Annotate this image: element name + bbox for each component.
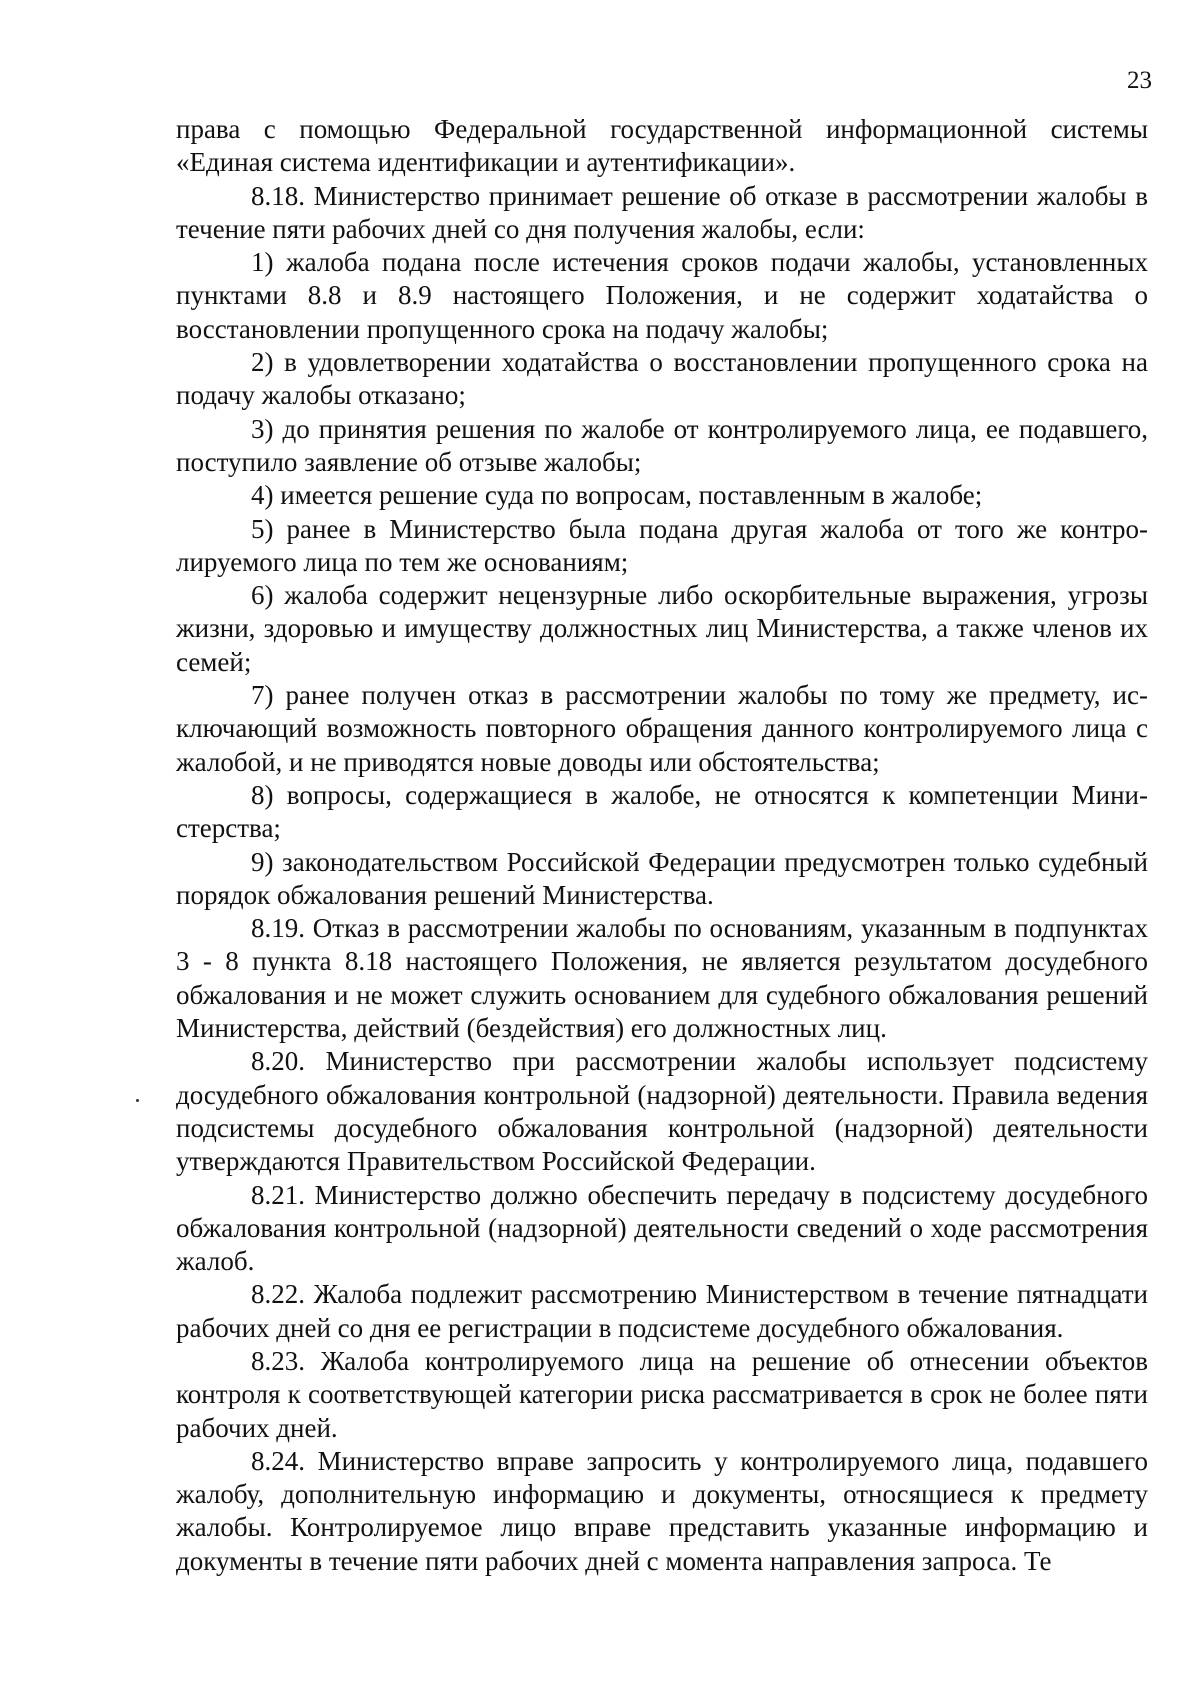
paragraph-8-21: 8.21. Министерство должно обеспечить передачу в подсистему досудебного обжалования контрольной (надзорной) деятельности сведений о ходе рассмотрения жалоб. (176, 1179, 1148, 1277)
document-body (176, 113, 1148, 1578)
list-item-4: 4) имеется решение суда по вопросам, поставленным в жалобе; (251, 480, 983, 511)
paragraph-continuation: права с помощью Федеральной государственной информационной системы «Единая система идентификации и аутентификации». (176, 114, 1148, 178)
paragraph-8-19: 8.19. Отказ в рассмотрении жалобы по основаниям, указанным в подпунктах 3 - 8 пункта 8.18 настоящего Положения, не является результатом досудебного обжалования и не может служить основанием для судебного обжалования решений Министерства, действий (бездействия) его должностных лиц. (176, 913, 1148, 1044)
paragraph-8-24: 8.24. Министерство вправе запросить у контролируемого лица, подавшего жалобу, дополнительную информацию и документы, относящиеся к предмету жалобы. Контролируемое лицо вправе представить указанные информацию и документы в течение пяти рабочих дней с момента направления запроса. Те (176, 1445, 1148, 1576)
list-item-3: 3) до принятия решения по жалобе от контролируемого лица, ее подавшего, поступило заявление об отзыве жалобы; (176, 413, 1148, 477)
paragraph-8-22: 8.22. Жалоба подлежит рассмотрению Министерством в течение пятнадцати рабочих дней со дня ее регистрации в подсистеме досудебного обжалования. (176, 1279, 1148, 1343)
list-item-7: 7) ранее получен отказ в рассмотрении жалобы по тому же предмету, исключающий возможность повторного обращения данного контролируемого лица с жалобой, и не приводятся новые доводы или обстоятельства; (176, 680, 1148, 777)
list-item-5: 5) ранее в Министерство была подана другая жалоба от того же контролируемого лица по тем же основаниям; (176, 513, 1148, 577)
list-item-8: 8) вопросы, содержащиеся в жалобе, не относятся к компетенции Министерства; (176, 779, 1148, 844)
list-item-9: 9) законодательством Российской Федерации предусмотрен только судебный порядок обжалования решений Министерства. (176, 846, 1148, 910)
paragraph-8-18: 8.18. Министерство принимает решение об отказе в рассмотрении жалобы в течение пяти рабочих дней со дня получения жалобы, если: (176, 180, 1148, 244)
page-number: 23 (1127, 67, 1152, 94)
list-item-2: 2) в удовлетворении ходатайства о восстановлении пропущенного срока на подачу жалобы отказано; (176, 347, 1148, 411)
list-item-1: 1) жалоба подана после истечения сроков подачи жалобы, установленных пунктами 8.8 и 8.9 настоящего Положения, и не содержит ходатайства о восстановлении пропущенного срока на подачу жалобы; (176, 247, 1148, 344)
scan-speck (136, 1099, 139, 1102)
paragraph-8-23: 8.23. Жалоба контролируемого лица на решение об отнесении объектов контроля к соответствующей категории риска рассматривается в срок не более пяти рабочих дней. (176, 1345, 1148, 1443)
list-item-6: 6) жалоба содержит нецензурные либо оскорбительные выражения, угрозы жизни, здоровью и имуществу должностных лиц Министерства, а также членов их семей; (176, 580, 1148, 677)
paragraph-8-20: 8.20. Министерство при рассмотрении жалобы использует подсистему досудебного обжалования контрольной (надзорной) деятельности. Правила ведения подсистемы досудебного обжалования контрольной (надзорной) деятельности утверждаются Правительством Российской Федерации. (176, 1046, 1148, 1177)
